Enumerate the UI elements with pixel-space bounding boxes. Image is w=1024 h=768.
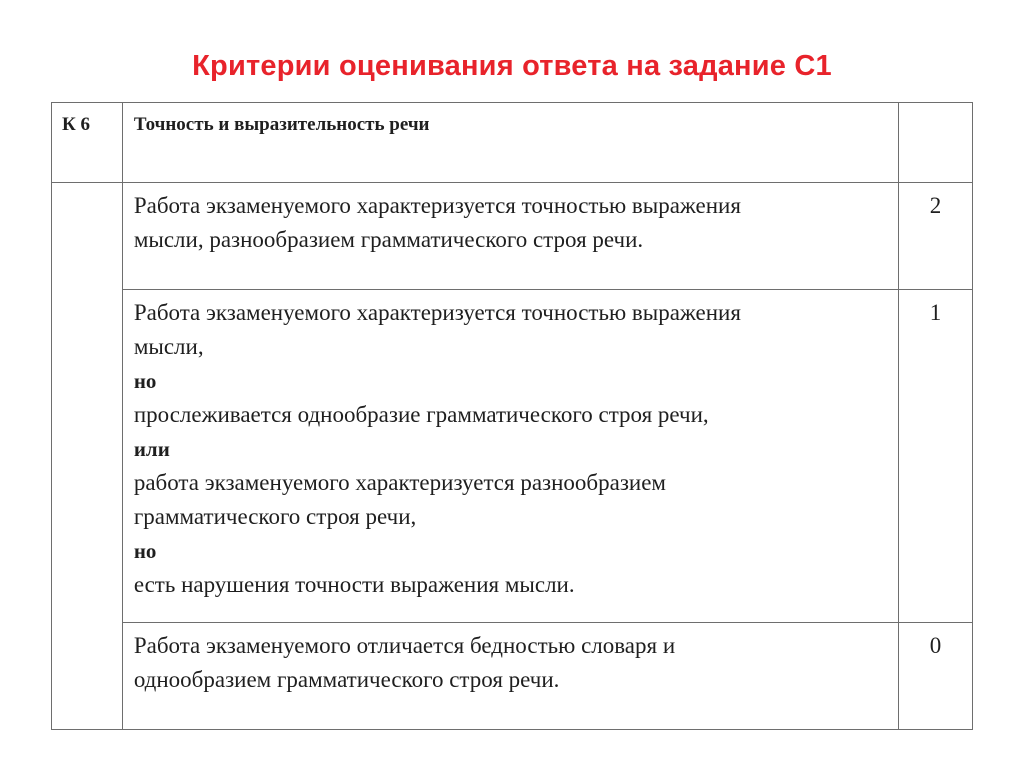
score-value: 0 bbox=[898, 623, 972, 730]
description-line: прослеживается однообразие грамматического строя речи, bbox=[133, 402, 709, 427]
table-header-row bbox=[52, 103, 973, 183]
score-value: 2 bbox=[898, 183, 972, 290]
slide-title: Критерии оценивания ответа на задание С1 bbox=[192, 50, 832, 82]
conjunction-label: но bbox=[133, 369, 157, 393]
score-header-cell bbox=[898, 103, 972, 183]
criterion-description bbox=[122, 183, 898, 290]
description-line: однообразием грамматического строя речи. bbox=[133, 667, 560, 692]
description-line: Работа экзаменуемого характеризуется точностью выражения bbox=[133, 300, 741, 325]
conjunction-label: но bbox=[133, 539, 157, 563]
criteria-table bbox=[51, 102, 973, 730]
criterion-heading: Точность и выразительность речи bbox=[122, 103, 898, 183]
criterion-code: К 6 bbox=[52, 103, 123, 183]
description-line: мысли, разнообразием грамматического строя речи. bbox=[133, 227, 644, 252]
criterion-description bbox=[122, 290, 898, 623]
score-value: 1 bbox=[898, 290, 972, 623]
description-line: есть нарушения точности выражения мысли. bbox=[133, 572, 575, 597]
table-row bbox=[52, 623, 973, 730]
description-line: грамматического строя речи, bbox=[133, 504, 417, 529]
code-column-cell bbox=[52, 183, 123, 730]
description-line: работа экзаменуемого характеризуется разнообразием bbox=[133, 470, 666, 495]
table-row bbox=[52, 183, 973, 290]
description-line: Работа экзаменуемого отличается бедностью словаря и bbox=[133, 633, 676, 658]
table-row bbox=[52, 290, 973, 623]
description-line: Работа экзаменуемого характеризуется точностью выражения bbox=[133, 193, 741, 218]
description-line: мысли, bbox=[133, 334, 204, 359]
conjunction-label: или bbox=[133, 437, 170, 461]
criterion-description bbox=[122, 623, 898, 730]
